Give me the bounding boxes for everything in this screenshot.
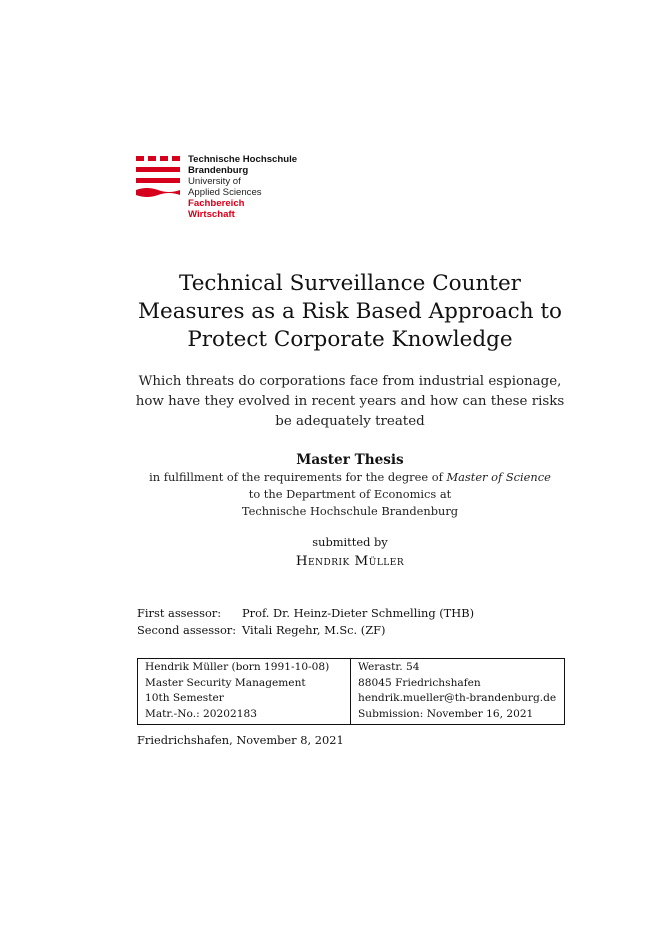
- second-assessor-name: Vitali Regehr, M.Sc. (ZF): [242, 623, 386, 637]
- logo-line-3: University of: [188, 176, 241, 187]
- subtitle-line-3: be adequately treated: [275, 414, 425, 429]
- student-info-left: [138, 659, 351, 724]
- thesis-subtitle: [120, 372, 580, 432]
- student-semester: 10th Semester: [145, 692, 224, 704]
- submission-date: Submission: November 16, 2021: [358, 707, 534, 720]
- student-info-right: [351, 659, 564, 724]
- submitted-by-label: submitted by: [312, 535, 388, 549]
- student-street: Werastr. 54: [358, 661, 420, 673]
- logo-line-5: Fachbereich: [188, 198, 245, 209]
- university-logo-mark-icon: [136, 154, 182, 202]
- second-assessor-row: [137, 622, 474, 639]
- assessors-block: [137, 605, 474, 639]
- author-name: Hendrik Müller: [295, 554, 405, 569]
- thesis-title: [100, 270, 600, 354]
- university-logo: [136, 154, 336, 226]
- subtitle-line-1: Which threats do corporations face from industrial espionage,: [138, 374, 562, 389]
- title-line-1: Technical Surveillance Counter: [179, 271, 521, 296]
- logo-line-2: Brandenburg: [188, 165, 249, 176]
- student-city: 88045 Friedrichshafen: [358, 676, 481, 689]
- first-assessor-name: Prof. Dr. Heinz-Dieter Schmelling (THB): [242, 606, 475, 620]
- first-assessor-label: First assessor:: [137, 606, 222, 620]
- student-name-birth: Hendrik Müller (born 1991-10-08): [145, 661, 330, 673]
- degree-requirements: [100, 469, 600, 520]
- degree-name: Master of Science: [446, 470, 551, 484]
- place-and-date: Friedrichshafen, November 8, 2021: [137, 733, 344, 747]
- title-line-2: Measures as a Risk Based Approach to: [138, 299, 562, 324]
- requirement-line: [100, 469, 600, 486]
- first-assessor-row: [137, 605, 474, 622]
- student-email: hendrik.mueller@th-brandenburg.de: [358, 692, 557, 704]
- subtitle-line-2: how have they evolved in recent years and how can these risks: [135, 394, 565, 409]
- thesis-type: Master Thesis: [296, 452, 404, 468]
- student-program: Master Security Management: [145, 676, 306, 689]
- requirement-prefix: in fulfillment of the requirements for the degree of: [149, 470, 443, 484]
- logo-line-1: Technische Hochschule: [188, 154, 298, 165]
- student-matriculation: Matr.-No.: 20202183: [145, 707, 257, 720]
- department-line: to the Department of Economics at: [248, 487, 452, 501]
- second-assessor-label: Second assessor:: [137, 623, 237, 637]
- logo-line-6: Wirtschaft: [188, 209, 235, 220]
- student-info-box: [137, 658, 565, 725]
- university-line: Technische Hochschule Brandenburg: [241, 504, 459, 518]
- title-line-3: Protect Corporate Knowledge: [187, 327, 513, 352]
- logo-line-4: Applied Sciences: [188, 187, 262, 198]
